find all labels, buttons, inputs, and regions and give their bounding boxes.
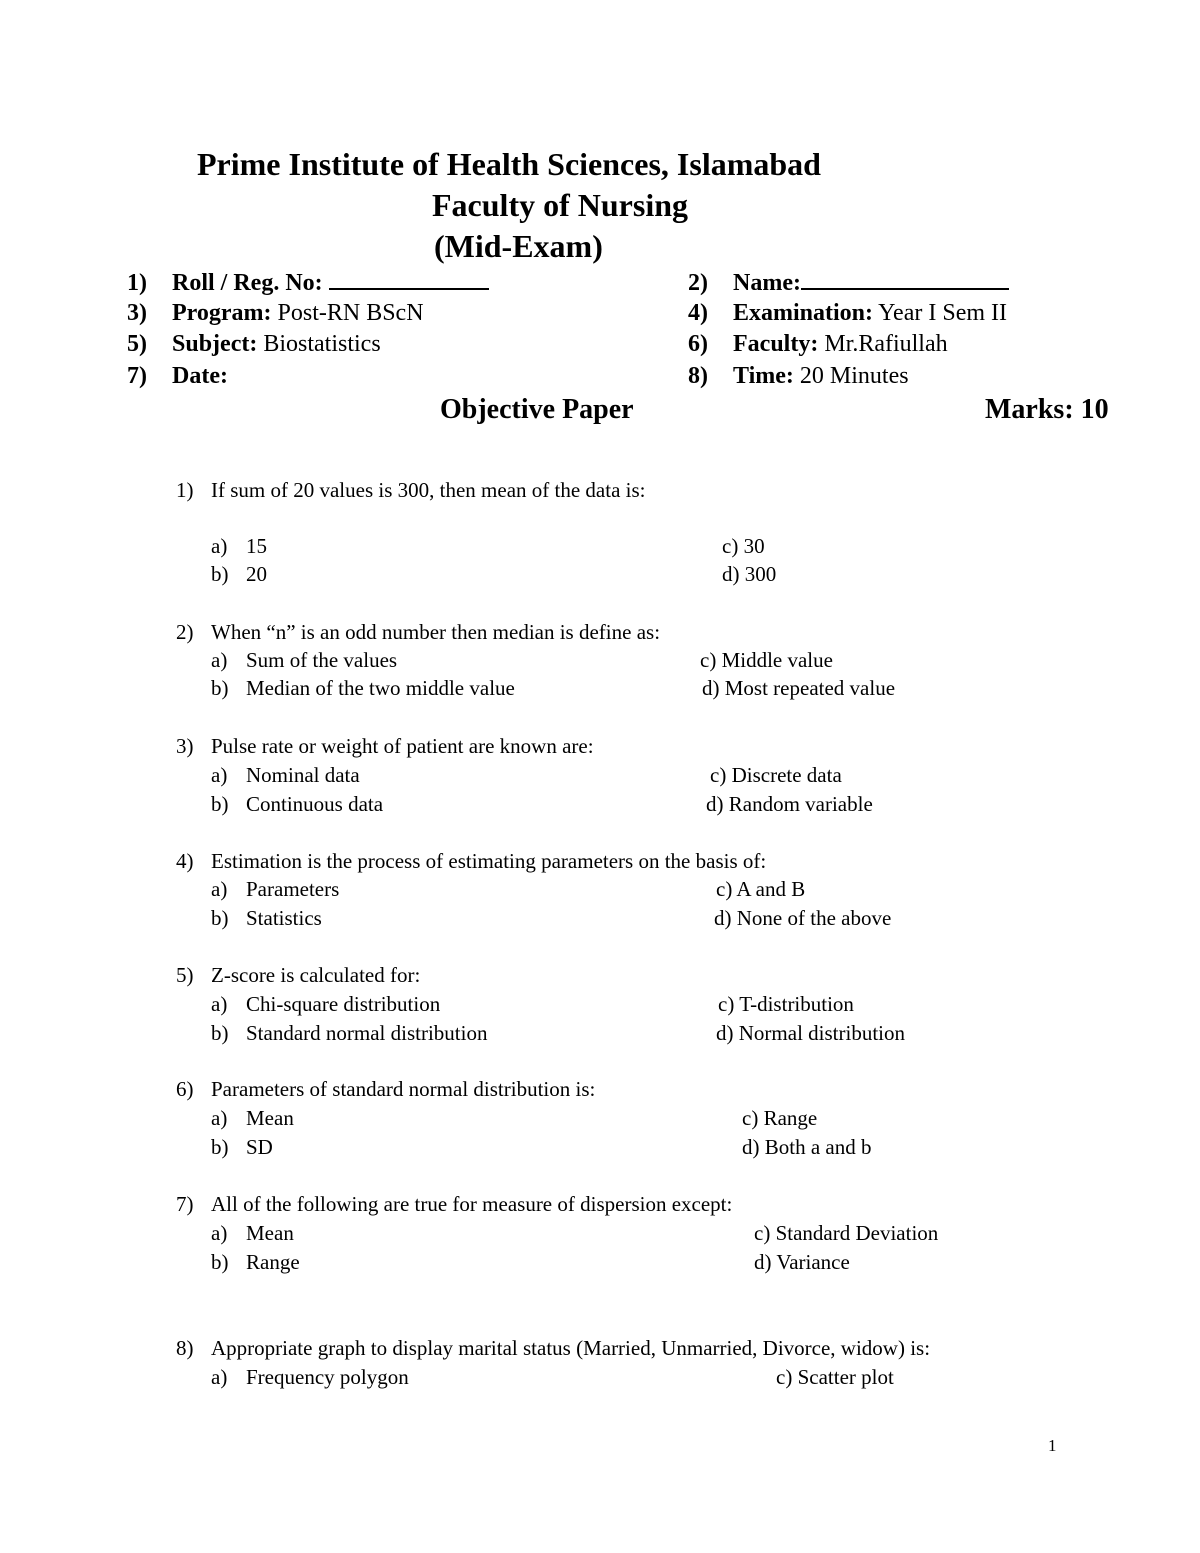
q2-option-d: d) Most repeated value bbox=[702, 676, 896, 700]
q7-option-d: d) Variance bbox=[754, 1250, 850, 1274]
faculty-title: Faculty of Nursing bbox=[432, 187, 688, 223]
question-8: 8) Appropriate graph to display marital status (Married, Unmarried, Divorce, widow) is: bbox=[176, 1336, 931, 1360]
q3-option-a: a) Nominal data bbox=[211, 763, 360, 787]
q8-option-a: a) Frequency polygon bbox=[211, 1365, 409, 1389]
field-roll-no: 1) Roll / Reg. No: bbox=[127, 268, 489, 297]
marks-label: Marks: 10 bbox=[985, 394, 1109, 425]
roll-no-blank[interactable] bbox=[329, 268, 489, 290]
question-1: 1) If sum of 20 values is 300, then mean of the data is: bbox=[176, 478, 646, 502]
page-number: 1 bbox=[1048, 1436, 1057, 1455]
q6-option-a: a) Mean bbox=[211, 1106, 294, 1130]
field-examination: 4) Examination: Year I Sem II bbox=[688, 300, 1007, 326]
question-2: 2) When “n” is an odd number then median is define as: bbox=[176, 620, 661, 644]
exam-title: (Mid-Exam) bbox=[434, 228, 603, 264]
question-6: 6) Parameters of standard normal distribution is: bbox=[176, 1077, 596, 1101]
q3-option-c: c) Discrete data bbox=[710, 763, 842, 787]
q4-option-b: b) Statistics bbox=[211, 906, 322, 930]
q7-option-c: c) Standard Deviation bbox=[754, 1221, 939, 1245]
q5-option-d: d) Normal distribution bbox=[716, 1021, 905, 1045]
name-blank[interactable] bbox=[801, 268, 1009, 290]
question-4: 4) Estimation is the process of estimating parameters on the basis of: bbox=[176, 849, 767, 873]
q7-option-a: a) Mean bbox=[211, 1221, 294, 1245]
field-subject: 5) Subject: Biostatistics bbox=[127, 331, 381, 357]
question-7: 7) All of the following are true for measure of dispersion except: bbox=[176, 1192, 733, 1216]
question-5: 5) Z-score is calculated for: bbox=[176, 963, 421, 987]
q3-option-d: d) Random variable bbox=[706, 792, 873, 816]
q1-option-d: d) 300 bbox=[722, 562, 777, 586]
question-3: 3) Pulse rate or weight of patient are known are: bbox=[176, 734, 594, 758]
q6-option-d: d) Both a and b bbox=[742, 1135, 872, 1159]
q5-option-b: b) Standard normal distribution bbox=[211, 1021, 488, 1045]
q2-option-a: a) Sum of the values bbox=[211, 648, 398, 672]
field-date: 7) Date: bbox=[127, 363, 228, 389]
q5-option-a: a) Chi-square distribution bbox=[211, 992, 441, 1016]
q3-option-b: b) Continuous data bbox=[211, 792, 384, 816]
q5-option-c: c) T-distribution bbox=[718, 992, 854, 1016]
q4-option-a: a) Parameters bbox=[211, 877, 340, 901]
field-time: 8) Time: 20 Minutes bbox=[688, 363, 909, 389]
q8-option-c: c) Scatter plot bbox=[776, 1365, 894, 1389]
q2-option-b: b) Median of the two middle value bbox=[211, 676, 515, 700]
field-faculty: 6) Faculty: Mr.Rafiullah bbox=[688, 331, 948, 357]
q6-option-b: b) SD bbox=[211, 1135, 273, 1159]
q1-option-c: c) 30 bbox=[722, 534, 765, 558]
q4-option-c: c) A and B bbox=[716, 877, 806, 901]
q1-option-a: a) 15 bbox=[211, 534, 267, 558]
institute-title: Prime Institute of Health Sciences, Islamabad bbox=[197, 146, 821, 182]
q6-option-c: c) Range bbox=[742, 1106, 818, 1130]
field-name: 2) Name: bbox=[688, 268, 1009, 297]
q1-option-b: b) 20 bbox=[211, 562, 267, 586]
q4-option-d: d) None of the above bbox=[714, 906, 892, 930]
section-title: Objective Paper bbox=[440, 394, 634, 425]
q2-option-c: c) Middle value bbox=[700, 648, 833, 672]
q7-option-b: b) Range bbox=[211, 1250, 300, 1274]
field-program: 3) Program: Post-RN BScN bbox=[127, 300, 424, 326]
